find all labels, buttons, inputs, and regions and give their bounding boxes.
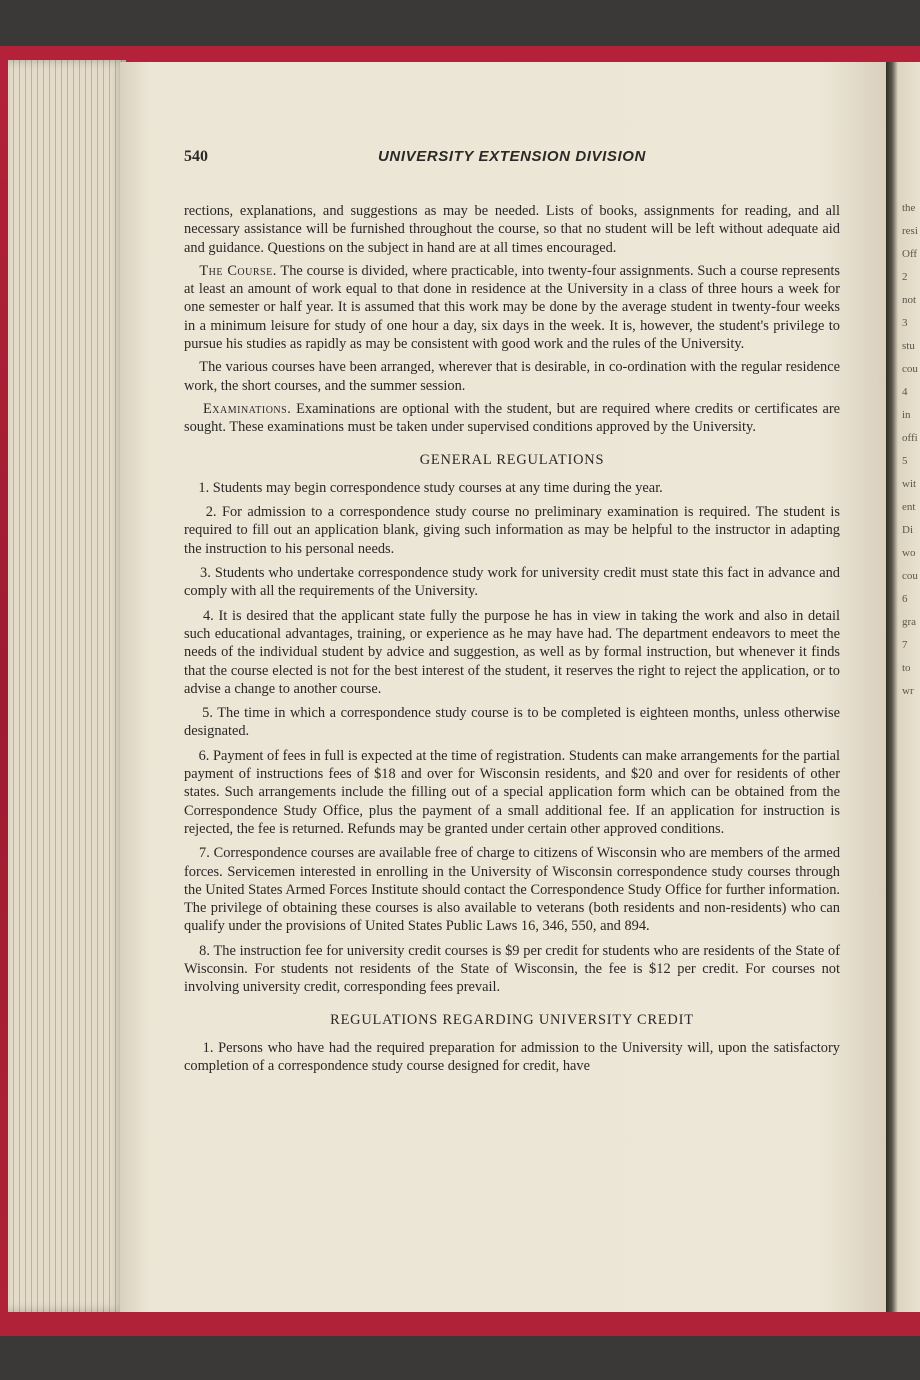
fragment: 6 — [902, 593, 908, 605]
paragraph-text: The various courses have been arranged, wherever that is desirable, in co-ordination with the regular residence work, the short courses, and the summer session. — [184, 359, 841, 394]
paragraph-text: The course is divided, where practicable, into twenty-four assignments. Such a course represents at least an amount of work equal to that done in residence at the University in a class of three hours a week for one semester or half year. It is assumed that this work may be done by the average student in twenty-four weeks in a minimum leisure for study of one hour a day, six days in the week. It is, however, the student's privilege to pursue his studies as rapidly as may be consistent with good work and the rules of the University. — [184, 262, 841, 353]
item-text: The time in which a correspondence study course is to be completed is eighteen months, unless otherwise designated. — [184, 705, 841, 740]
page-number: 540 — [184, 148, 208, 165]
examinations-paragraph — [184, 400, 840, 437]
run-in-heading: The Course. — [199, 262, 277, 279]
item-number: 5. — [202, 705, 213, 722]
general-regulations-list — [184, 479, 840, 997]
fragment: to — [902, 662, 911, 674]
section-heading: GENERAL REGULATIONS — [419, 451, 605, 468]
fragment: the — [902, 202, 916, 214]
fragment: resi — [902, 225, 918, 237]
fragment: Off — [902, 248, 918, 260]
item-number: 8. — [199, 942, 210, 959]
item-text: Persons who have had the required preparation for admission to the University will, upon the satisfactory completion of a correspondence study course designed for credit, have — [184, 1039, 840, 1075]
list-item — [184, 1039, 840, 1076]
fragment: wit — [902, 478, 917, 490]
item-number: 3. — [200, 565, 211, 582]
fragment: 3 — [902, 317, 908, 329]
item-text: It is desired that the applicant state fully the purpose he has in view in taking the work and also in detail such educational advantages, training, or experience as he may have had. The department endeavors to meet the needs of the individual student by advice and suggestion, as well as by formal instruction, but whenever it finds that the course elected is not for the best interest of the student, it reserves the right to reject the application, or to advise a change to another course. — [184, 607, 840, 697]
fragment: cou — [902, 363, 918, 375]
page-header — [184, 148, 840, 172]
fragment: ent — [902, 501, 916, 513]
intro-paragraph: rections, explanations, and suggestions as may be needed. Lists of books, assignments for reading, and all necessary assistance will be furnished throughout the course, so that no student will be left without adequate aid and guidance. Questions on the subject in hand are at all times encouraged. — [184, 203, 840, 256]
facing-page-fragments — [902, 200, 920, 840]
fragment: 5 — [902, 455, 908, 467]
fragment: cou — [902, 570, 918, 582]
list-item — [184, 942, 840, 997]
fragment: stu — [902, 340, 915, 352]
item-number: 4. — [202, 607, 214, 624]
item-text: For admission to a correspondence study course no preliminary examination is required. The student is required to fill out an application blank, giving such information as may be helpful to the instructor in adapting the instruction to his personal needs. — [184, 504, 840, 557]
fragment: in — [902, 409, 911, 421]
item-number: 1. — [198, 479, 210, 496]
fragment: Di — [902, 524, 913, 536]
item-text: Students may begin correspondence study courses at any time during the year. — [212, 479, 663, 496]
list-item — [184, 844, 840, 935]
page-stack-edge — [8, 60, 126, 1312]
fragment: 4 — [902, 386, 908, 398]
item-text: Students who undertake correspondence study work for university credit must state this fact in advance and comply with all the requirements of the University. — [184, 565, 840, 600]
fragment: not — [902, 294, 917, 306]
fragment: wo — [902, 547, 916, 559]
coordination-paragraph — [184, 358, 840, 395]
item-text: Correspondence courses are available free of charge to citizens of Wisconsin who are members of the armed forces. Servicemen interested in enrolling in the University of Wisconsin correspondence study courses through the United States Armed Forces Institute should contact the Correspondence Study Office for further information. The privilege of obtaining these courses is also available to veterans (both residents and non-residents) who can qualify under the provisions of United States Public Laws 16, 346, 550, and 894. — [184, 845, 841, 935]
list-item — [184, 503, 840, 558]
list-item — [184, 607, 840, 698]
item-text: The instruction fee for university credit courses is $9 per credit for students who are residents of the State of Wisconsin. For students not residents of the State of Wisconsin, the fee is $12 per credit. For courses not involving university credit, corresponding fees prevail. — [184, 942, 841, 996]
course-paragraph — [184, 262, 840, 353]
run-in-heading: Examinations. — [202, 400, 292, 417]
fragment: wr — [902, 685, 914, 697]
fragment: offi — [902, 432, 918, 444]
fragment: gra — [902, 616, 917, 628]
list-item — [184, 704, 840, 741]
fragment: 7 — [902, 639, 908, 651]
fragment: 2 — [902, 271, 908, 283]
running-title: UNIVERSITY EXTENSION DIVISION — [377, 148, 646, 165]
item-number: 2. — [205, 504, 217, 521]
page-body — [184, 202, 840, 1081]
item-number: 6. — [198, 747, 210, 764]
item-number: 7. — [199, 845, 210, 862]
section-heading: REGULATIONS REGARDING UNIVERSITY CREDIT — [330, 1011, 694, 1028]
credit-regulations-list — [184, 1039, 840, 1076]
item-text: Payment of fees in full is expected at the time of registration. Students can make arrangements for the partial payment of instructions fees of $18 and over for Wisconsin residents, and $20 and over for residents of other states. Such arrangements include the filling out of a special application form which can be obtained from the Correspondence Study Office, plus the payment of a small additional fee. If an application for instruction is rejected, the fee is returned. Refunds may be granted under certain other approved conditions. — [184, 747, 841, 837]
list-item — [184, 479, 840, 497]
paragraph-text: Examinations are optional with the student, but are required where credits or certificates are sought. These examinations must be taken under supervised conditions approved by the University. — [184, 400, 841, 436]
list-item — [184, 564, 840, 601]
item-number: 1. — [202, 1039, 214, 1056]
list-item — [184, 747, 840, 838]
